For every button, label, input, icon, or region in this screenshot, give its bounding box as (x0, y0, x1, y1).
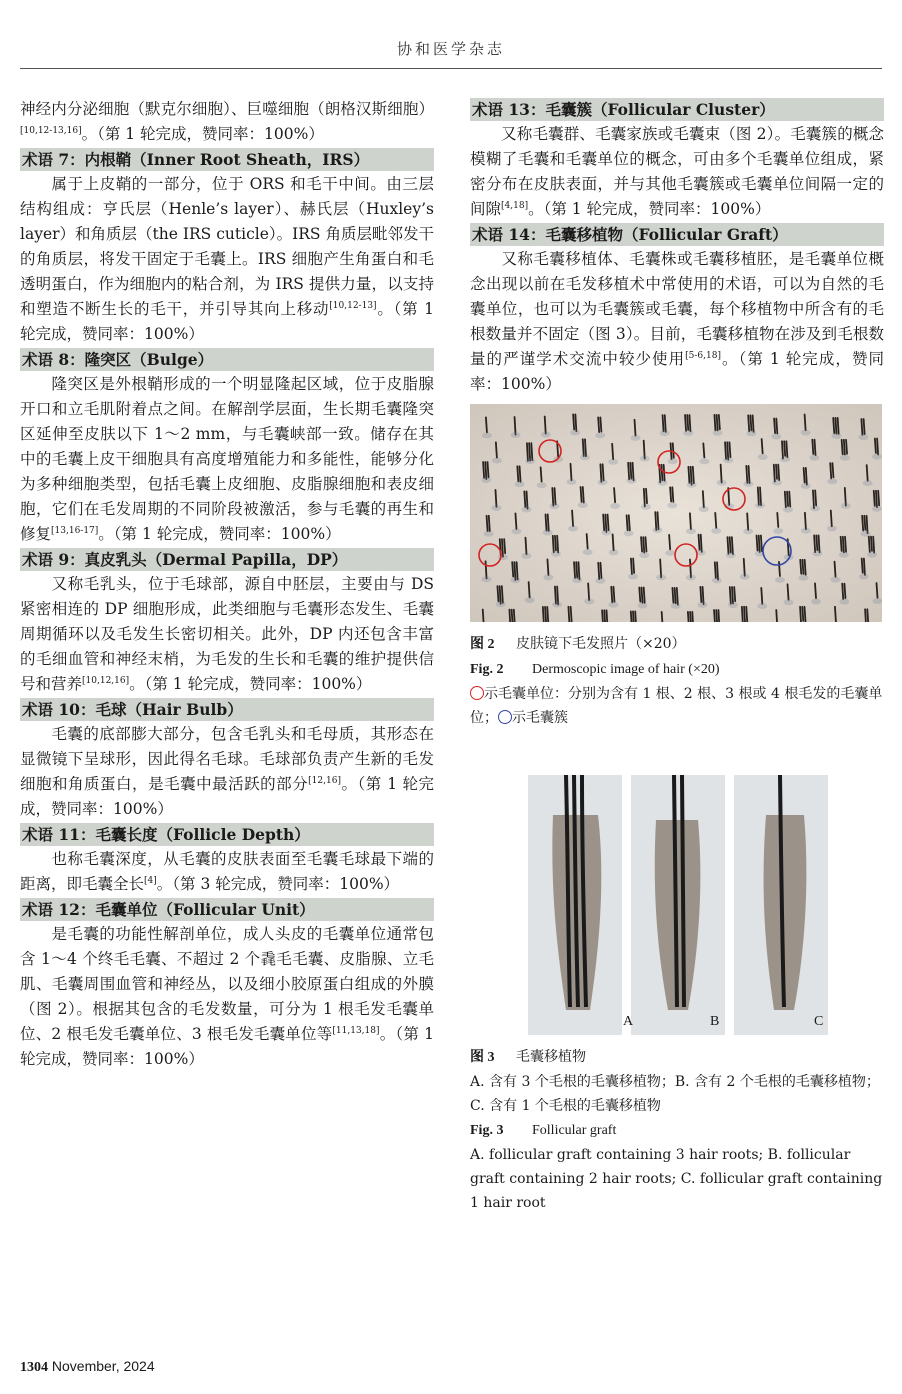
paragraph-text: 又称毛乳头，位于毛球部，源自中胚层，主要由与 DS 紧密相连的 DP 细胞形成，此类细胞与毛囊形态发生、毛囊周期循环以及毛发生长密切相关。此外，DP 内还包含丰富的毛细血管和神经末梢，为毛发的生长和毛囊的维护提供信号和营养 (20, 575, 434, 693)
right-column-text (470, 98, 884, 397)
citation-ref: [12,16] (308, 776, 341, 786)
paragraph-tail: 。（第 1 轮完成，赞同率：100%） (20, 1025, 434, 1068)
term-heading: 术语 9：真皮乳头（Dermal Papilla，DP） (20, 548, 434, 571)
left-column (20, 97, 434, 1072)
figure2-title-en: Dermoscopic image of hair (×20) (532, 662, 720, 677)
figure3-panel-label-b: B (710, 1014, 720, 1029)
paragraph-text: 也称毛囊深度，从毛囊的皮肤表面至毛囊毛球最下端的距离，即毛囊全长 (20, 850, 434, 893)
paragraph (20, 922, 434, 1072)
issue-date: November, 2024 (51, 1358, 155, 1374)
figure3-desc-en: A. follicular graft containing 3 hair roots; B. follicular graft containing 2 hair roots; C. follicular graft containing 1 hair root (470, 1147, 883, 1211)
term-heading: 术语 8：隆突区（Bulge） (20, 348, 434, 371)
figure3-desc-cn: A. 含有 3 个毛根的毛囊移植物；B. 含有 2 个毛根的毛囊移植物；C. 含有 1 个毛根的毛囊移植物 (470, 1074, 880, 1114)
paragraph-tail: 。（第 1 轮完成，赞同率：100%） (20, 775, 434, 818)
paragraph-tail: 。（第 1 轮完成，赞同率：100%） (81, 125, 324, 143)
paragraph-text: 又称毛囊移植体、毛囊株或毛囊移植胚，是毛囊单位概念出现以前在毛发移植术中常使用的术语，可以为自然的毛囊单位，也可以为毛囊簇或毛囊，每个移植物中所含有的毛根数量并不固定（图 3）。目前，毛囊移植物在涉及到毛根数量的严谨学术交流中较少使用 (470, 250, 884, 368)
figure3-title-en: Follicular graft (532, 1123, 617, 1138)
term-heading: 术语 10：毛球（Hair Bulb） (20, 698, 434, 721)
paragraph (470, 247, 884, 397)
citation-ref: [13,16-17] (51, 526, 99, 536)
citation-ref: [4] (144, 876, 157, 886)
right-column (470, 97, 884, 1215)
paragraph-tail: 。（第 1 轮完成，赞同率：100%） (20, 300, 434, 343)
figure3-title-cn: 毛囊移植物 (516, 1049, 586, 1065)
figure2-dermoscopy-image (470, 404, 882, 622)
paragraph (20, 97, 434, 147)
citation-ref: [5-6,18] (685, 351, 721, 361)
paragraph (20, 847, 434, 897)
blue-circle-icon (498, 710, 512, 724)
figure3-label-cn: 图 3 (470, 1050, 495, 1065)
citation-ref: [10,12-13,16] (20, 126, 82, 136)
figure3-image-wrap (470, 775, 884, 1035)
figure3-label-en: Fig. 3 (470, 1123, 504, 1138)
figure3-caption-cn (470, 1045, 884, 1070)
citation-ref: [4,18] (501, 201, 529, 211)
citation-ref: [10,12-13] (329, 301, 377, 311)
paragraph-text: 是毛囊的功能性解剖单位，成人头皮的毛囊单位通常包含 1～4 个终毛毛囊、不超过 2 个毳毛毛囊、皮脂腺、立毛肌、毛囊周围血管和神经丛，以及细小胶原蛋白组成的外膜（图 2）。根据其包含的毛发数量，可分为 1 根毛发毛囊单位、2 根毛发毛囊单位、3 根毛发毛囊单位等 (20, 925, 434, 1043)
figure2-title-cn: 皮肤镜下毛发照片（×20） (516, 636, 686, 652)
term-heading: 术语 12：毛囊单位（Follicular Unit） (20, 898, 434, 921)
term-heading: 术语 14：毛囊移植物（Follicular Graft） (470, 223, 884, 246)
paragraph (20, 572, 434, 697)
header-rule (20, 68, 882, 69)
figure2-legend-red: 示毛囊单位：分别为含有 1 根、2 根、3 根或 4 根毛发的毛囊单位； (470, 686, 883, 726)
page-footer (20, 1358, 155, 1376)
paragraph (20, 722, 434, 822)
paragraph (470, 122, 884, 222)
figure2-label-en: Fig. 2 (470, 662, 504, 677)
paragraph (20, 372, 434, 547)
term-heading: 术语 11：毛囊长度（Follicle Depth） (20, 823, 434, 846)
figure3-caption-en (470, 1118, 884, 1143)
paragraph-text: 毛囊的底部膨大部分，包含毛乳头和毛母质，其形态在显微镜下呈球形，因此得名毛球。毛球部负责产生新的毛发细胞和角质蛋白，是毛囊中最活跃的部分 (20, 725, 434, 793)
term-heading: 术语 7：内根鞘（Inner Root Sheath，IRS） (20, 148, 434, 171)
paragraph-tail: 。（第 1 轮完成，赞同率：100%） (98, 525, 341, 543)
paragraph-tail: 。（第 1 轮完成，赞同率：100%） (470, 350, 884, 393)
figure3-panel-label-c: C (814, 1014, 824, 1029)
paragraph-text: 神经内分泌细胞（默克尔细胞）、巨噬细胞（朗格汉斯细胞） (20, 100, 434, 118)
paragraph-tail: 。（第 1 轮完成，赞同率：100%） (129, 675, 372, 693)
figure2-caption-en (470, 657, 884, 682)
figure2-label-cn: 图 2 (470, 637, 495, 652)
figure2-legend-blue: 示毛囊簇 (512, 710, 568, 726)
term-heading: 术语 13：毛囊簇（Follicular Cluster） (470, 98, 884, 121)
red-circle-icon (470, 686, 484, 700)
citation-ref: [10,12,16] (82, 676, 130, 686)
paragraph-tail: 。（第 1 轮完成，赞同率：100%） (528, 200, 771, 218)
paragraph-text: 属于上皮鞘的一部分，位于 ORS 和毛干中间。由三层结构组成：亨氏层（Henle’s layer）、赫氏层（Huxley’s layer）和角质层（the IRS cuticle）。IRS 角质层毗邻发干的角质层，将发干固定于毛囊上。IRS 细胞产生角蛋白和毛透明蛋白，作为细胞内的粘合剂，为 IRS 提供力量，以支持和塑造不断生长的毛干，并引导其向上移动 (20, 175, 434, 318)
figure3-graft-image (528, 775, 828, 1035)
figure3-panel-label-a: A (623, 1014, 634, 1029)
paragraph-text: 又称毛囊群、毛囊家族或毛囊束（图 2）。毛囊簇的概念模糊了毛囊和毛囊单位的概念，可由多个毛囊单位组成，紧密分布在皮肤表面，并与其他毛囊簇或毛囊单位间隔一定的间隙 (470, 125, 884, 218)
citation-ref: [11,13,18] (332, 1026, 380, 1036)
page-number: 1304 (20, 1360, 48, 1375)
paragraph-tail: 。（第 3 轮完成，赞同率：100%） (156, 875, 400, 893)
paragraph (20, 172, 434, 347)
figure2-caption-cn (470, 632, 884, 657)
figure2-legend (470, 682, 884, 730)
journal-header: 协和医学杂志 (396, 40, 505, 58)
paragraph-text: 隆突区是外根鞘形成的一个明显隆起区域，位于皮脂腺开口和立毛肌附着点之间。在解剖学层面，生长期毛囊隆突区延伸至皮肤以下 1～2 mm，与毛囊峡部一致。储存在其中的毛囊上皮干细胞具有高度增殖能力和多能性，能够分化为多种细胞类型，包括毛囊上皮细胞、皮脂腺细胞和表皮细胞，它们在毛发周期的不同阶段被激活，参与毛囊的再生和修复 (20, 375, 434, 543)
